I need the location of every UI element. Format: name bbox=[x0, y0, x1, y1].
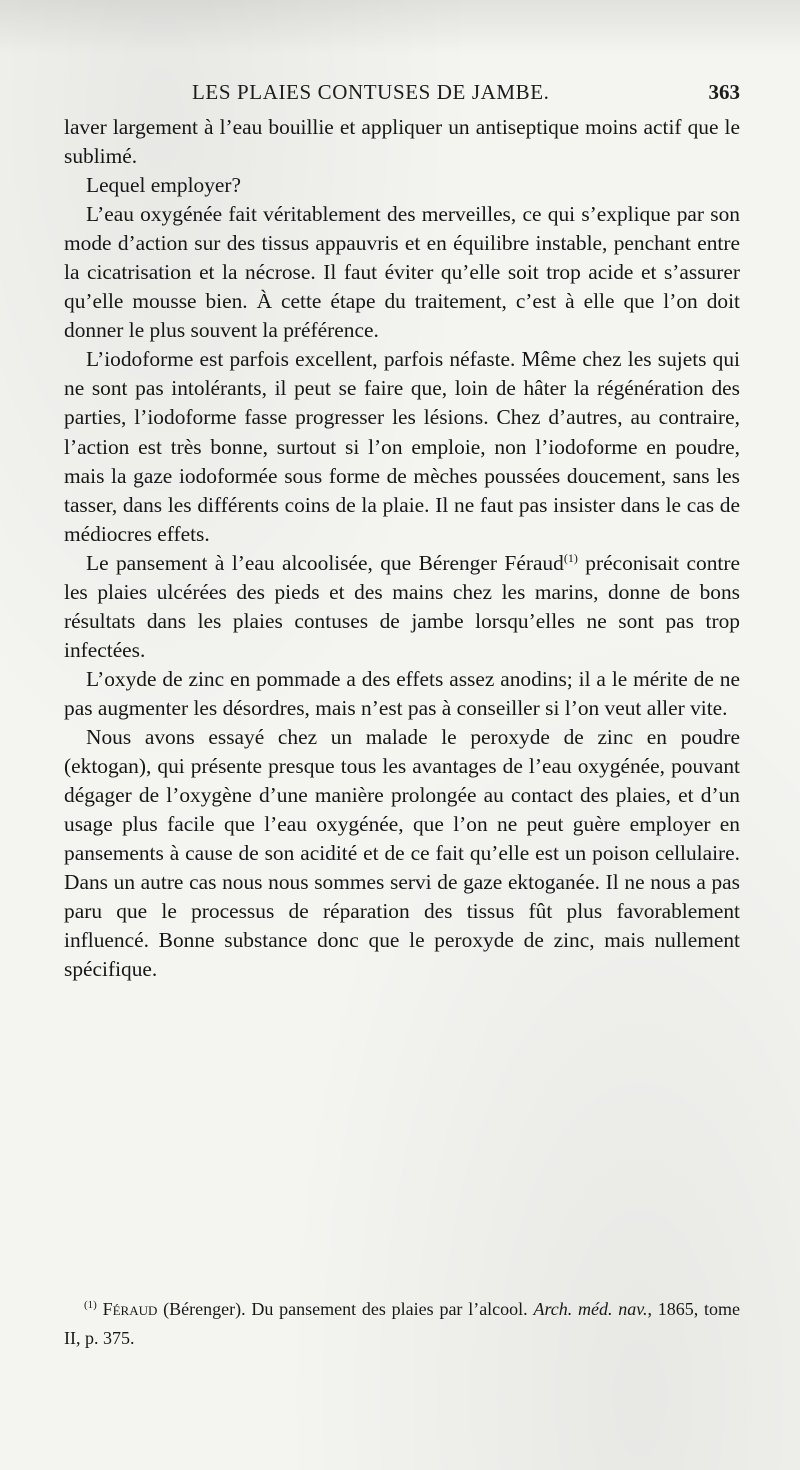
paragraph-alcohol-dressing-start: Le pansement à l’eau alcoolisée, que Bérenger Féraud bbox=[86, 550, 564, 575]
footnote-reference: (1) bbox=[563, 550, 578, 565]
paragraph-zinc-peroxide: Nous avons essayé chez un malade le peroxyde de zinc en poudre (ektogan), qui présente presque tous les avantages de l’eau oxygénée, pouvant dégager de l’oxygène d’une manière prolongée au contact des plaies, et d’un usage plus facile que l’eau oxygénée, que l’on ne peut guère employer en pansements à cause de son acidité et de ce fait qu’elle est un poison cellulaire. Dans un autre cas nous nous sommes servi de gaze ektoganée. Il ne nous a pas paru que le processus de réparation des tissus fût plus favorablement influencé. Bonne substance donc que le peroxyde de zinc, mais nullement spécifique. bbox=[64, 724, 740, 982]
paragraph-question: Lequel employer? bbox=[86, 173, 242, 198]
footnote-author: Féraud bbox=[102, 1299, 158, 1319]
page-top-shading bbox=[0, 0, 800, 55]
footnote-marker: (1) bbox=[84, 1299, 97, 1311]
paragraph-alcohol-dressing-end: préconisait contre les plaies ulcérées des pieds et des mains chez les marins, donne de bons résultats dans les plaies contuses de jambe lorsqu’elles ne sont pas trop infectées. bbox=[64, 550, 740, 662]
footnote-text: (Bérenger). Du pansement des plaies par l’alcool. bbox=[157, 1299, 534, 1319]
paragraph-iodoform: L’iodoforme est parfois excellent, parfois néfaste. Même chez les sujets qui ne sont pas intolérants, il peut se faire que, loin de hâter la régénération des parties, l’iodoforme fasse progresser les lésions. Chez d’autres, au contraire, l’action est très bonne, surtout si l’on emploie, non l’iodoforme en poudre, mais la gaze iodoformée sous forme de mèches poussées doucement, sans les tasser, dans les différents coins de la plaie. Il ne faut pas insister dans le cas de médiocres effets. bbox=[64, 347, 740, 546]
page-number: 363 bbox=[708, 80, 740, 104]
footnote-details: , 1865, tome II, p. 375. bbox=[64, 1299, 741, 1348]
body-text bbox=[64, 113, 740, 984]
footnote-journal: Arch. méd. nav. bbox=[533, 1299, 648, 1319]
paragraph-continuation: laver largement à l’eau bouillie et appliquer un antiseptique moins actif que le sublimé. bbox=[64, 115, 740, 169]
running-title: LES PLAIES CONTUSES DE JAMBE. bbox=[192, 80, 550, 104]
footnote bbox=[64, 1295, 740, 1353]
page-header bbox=[64, 80, 740, 108]
paragraph-zinc-oxide: L’oxyde de zinc en pommade a des effets assez anodins; il a le mérite de ne pas augmenter les désordres, mais n’est pas à conseiller si l’on veut aller vite. bbox=[64, 666, 740, 720]
paragraph-alcohol-dressing bbox=[64, 549, 740, 665]
paragraph-oxygenated-water: L’eau oxygénée fait véritablement des merveilles, ce qui s’explique par son mode d’action sur des tissus appauvris et en équilibre instable, penchant entre la cicatrisation et la nécrose. Il faut éviter qu’elle soit trop acide et s’assurer qu’elle mousse bien. À cette étape du traitement, c’est à elle que l’on doit donner le plus souvent la préférence. bbox=[64, 202, 740, 343]
